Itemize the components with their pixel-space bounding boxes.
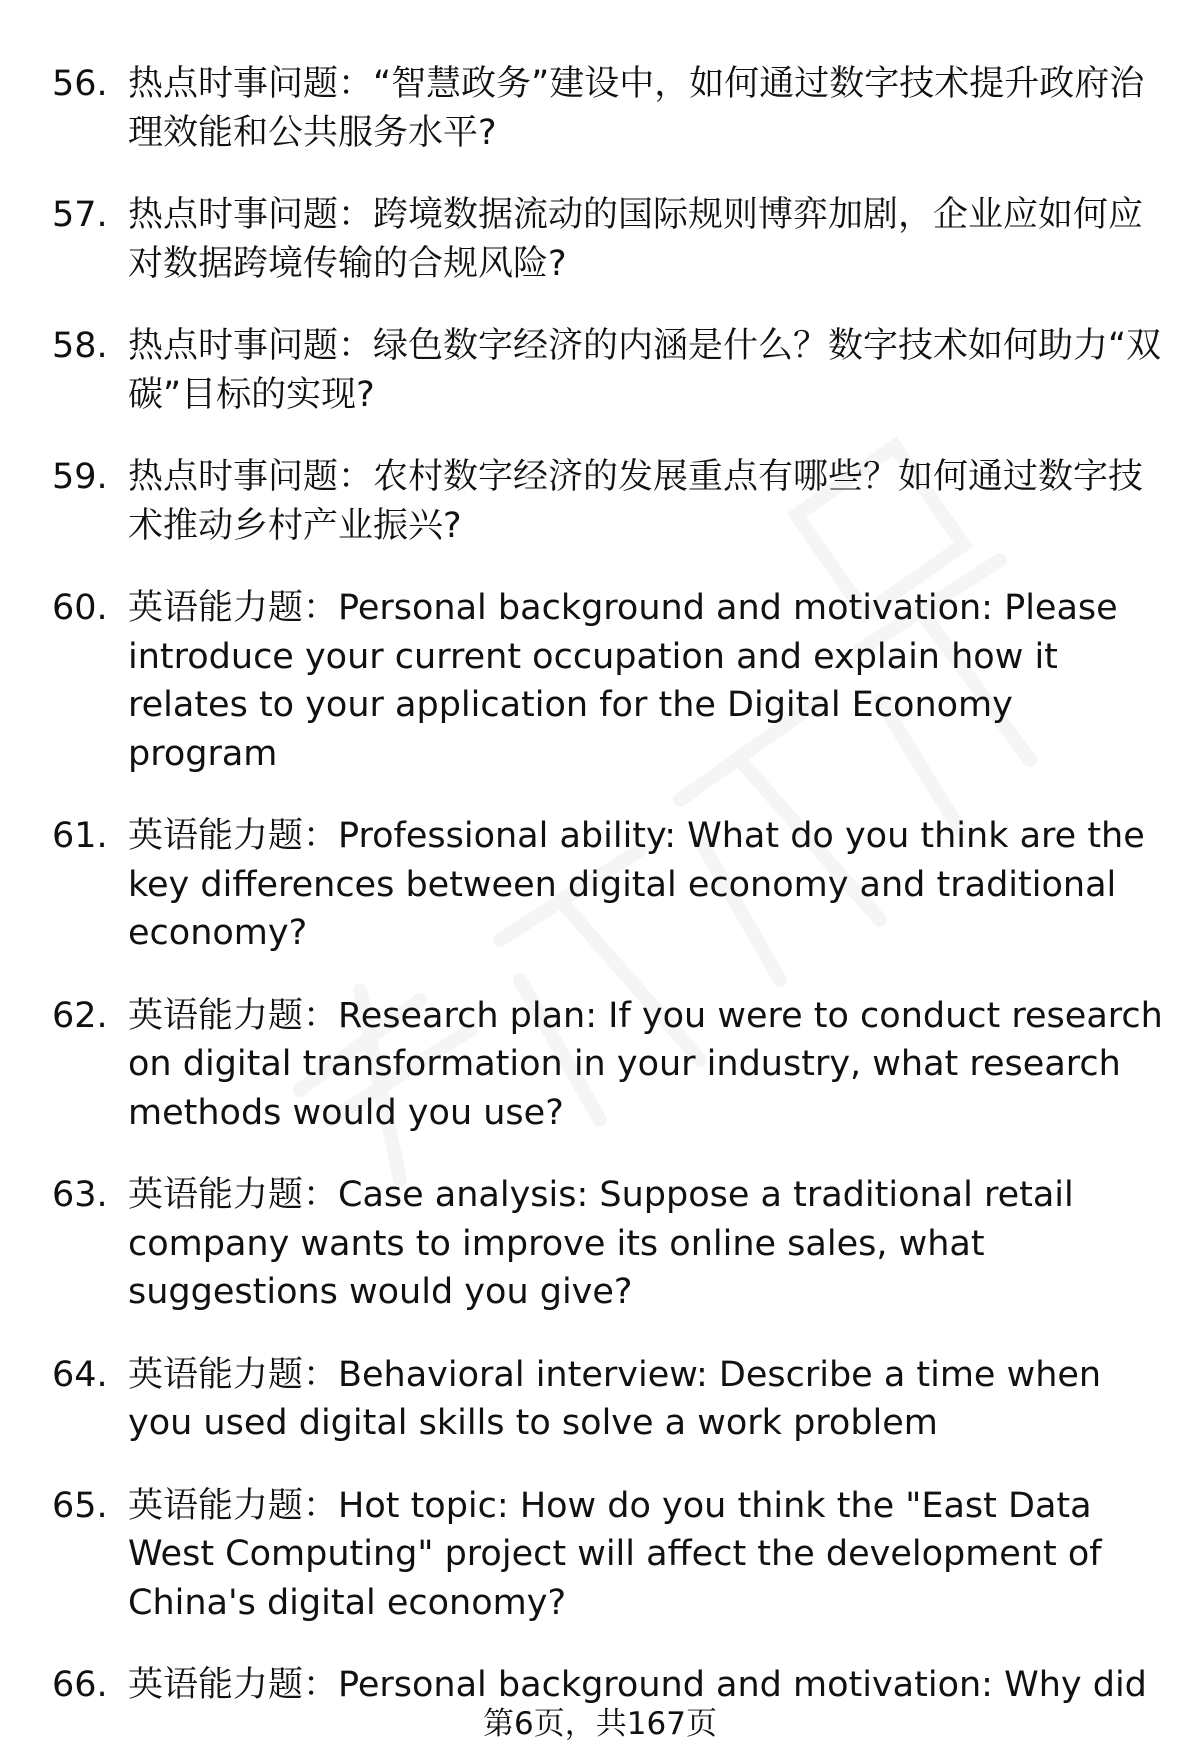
question-text: 热点时事问题：跨境数据流动的国际规则博弈加剧，企业应如何应对数据跨境传输的合规风险?	[128, 195, 1144, 284]
question-item	[52, 1351, 1172, 1448]
question-text: 英语能力题：Behavioral interview: Describe a time when you used digital skills to solve a work problem	[128, 1354, 1102, 1443]
question-text: 热点时事问题：农村数字经济的发展重点有哪些？如何通过数字技术推动乡村产业振兴?	[128, 457, 1144, 546]
question-text: 英语能力题：Case analysis: Suppose a traditional retail company wants to improve its online sales, what suggestions would you give?	[128, 1175, 1074, 1312]
page-footer: 第6页，共167页	[483, 1706, 717, 1742]
question-number: 61.	[52, 816, 108, 856]
question-item	[52, 453, 1172, 550]
question-text: 英语能力题：Personal background and motivation: Why did	[128, 1665, 1147, 1705]
question-number: 56.	[52, 64, 108, 104]
question-number: 58.	[52, 326, 108, 366]
question-number: 57.	[52, 195, 108, 235]
question-text: 热点时事问题：“智慧政务”建设中，如何通过数字技术提升政府治理效能和公共服务水平?	[128, 64, 1145, 153]
question-number: 63.	[52, 1175, 108, 1215]
question-item	[52, 584, 1172, 778]
question-text: 英语能力题：Hot topic: How do you think the "East Data West Computing" project will affect the development of China's digital economy?	[128, 1485, 1102, 1623]
question-item	[52, 1661, 1172, 1710]
question-number: 65.	[52, 1485, 108, 1526]
question-list	[52, 60, 1172, 1744]
question-text: 热点时事问题：绿色数字经济的内涵是什么？数字技术如何助力“双碳”目标的实现?	[128, 326, 1162, 415]
question-item	[52, 1482, 1172, 1628]
question-number: 64.	[52, 1354, 108, 1395]
question-number: 66.	[52, 1665, 108, 1705]
question-item	[52, 60, 1172, 157]
question-text: 英语能力题：Professional ability: What do you think are the key differences between digital economy and traditional economy?	[128, 816, 1145, 953]
question-item	[52, 1171, 1172, 1317]
question-number: 62.	[52, 995, 108, 1036]
question-item	[52, 812, 1172, 958]
question-number: 60.	[52, 588, 108, 628]
question-item	[52, 322, 1172, 419]
question-text: 英语能力题：Research plan: If you were to conduct research on digital transformation in your industry, what research methods would you use?	[128, 995, 1163, 1133]
question-text: 英语能力题：Personal background and motivation: Please introduce your current occupation and explain how it relates to your application for the Digital Economy program	[128, 588, 1118, 774]
question-item	[52, 992, 1172, 1138]
question-number: 59.	[52, 457, 108, 497]
question-item	[52, 191, 1172, 288]
